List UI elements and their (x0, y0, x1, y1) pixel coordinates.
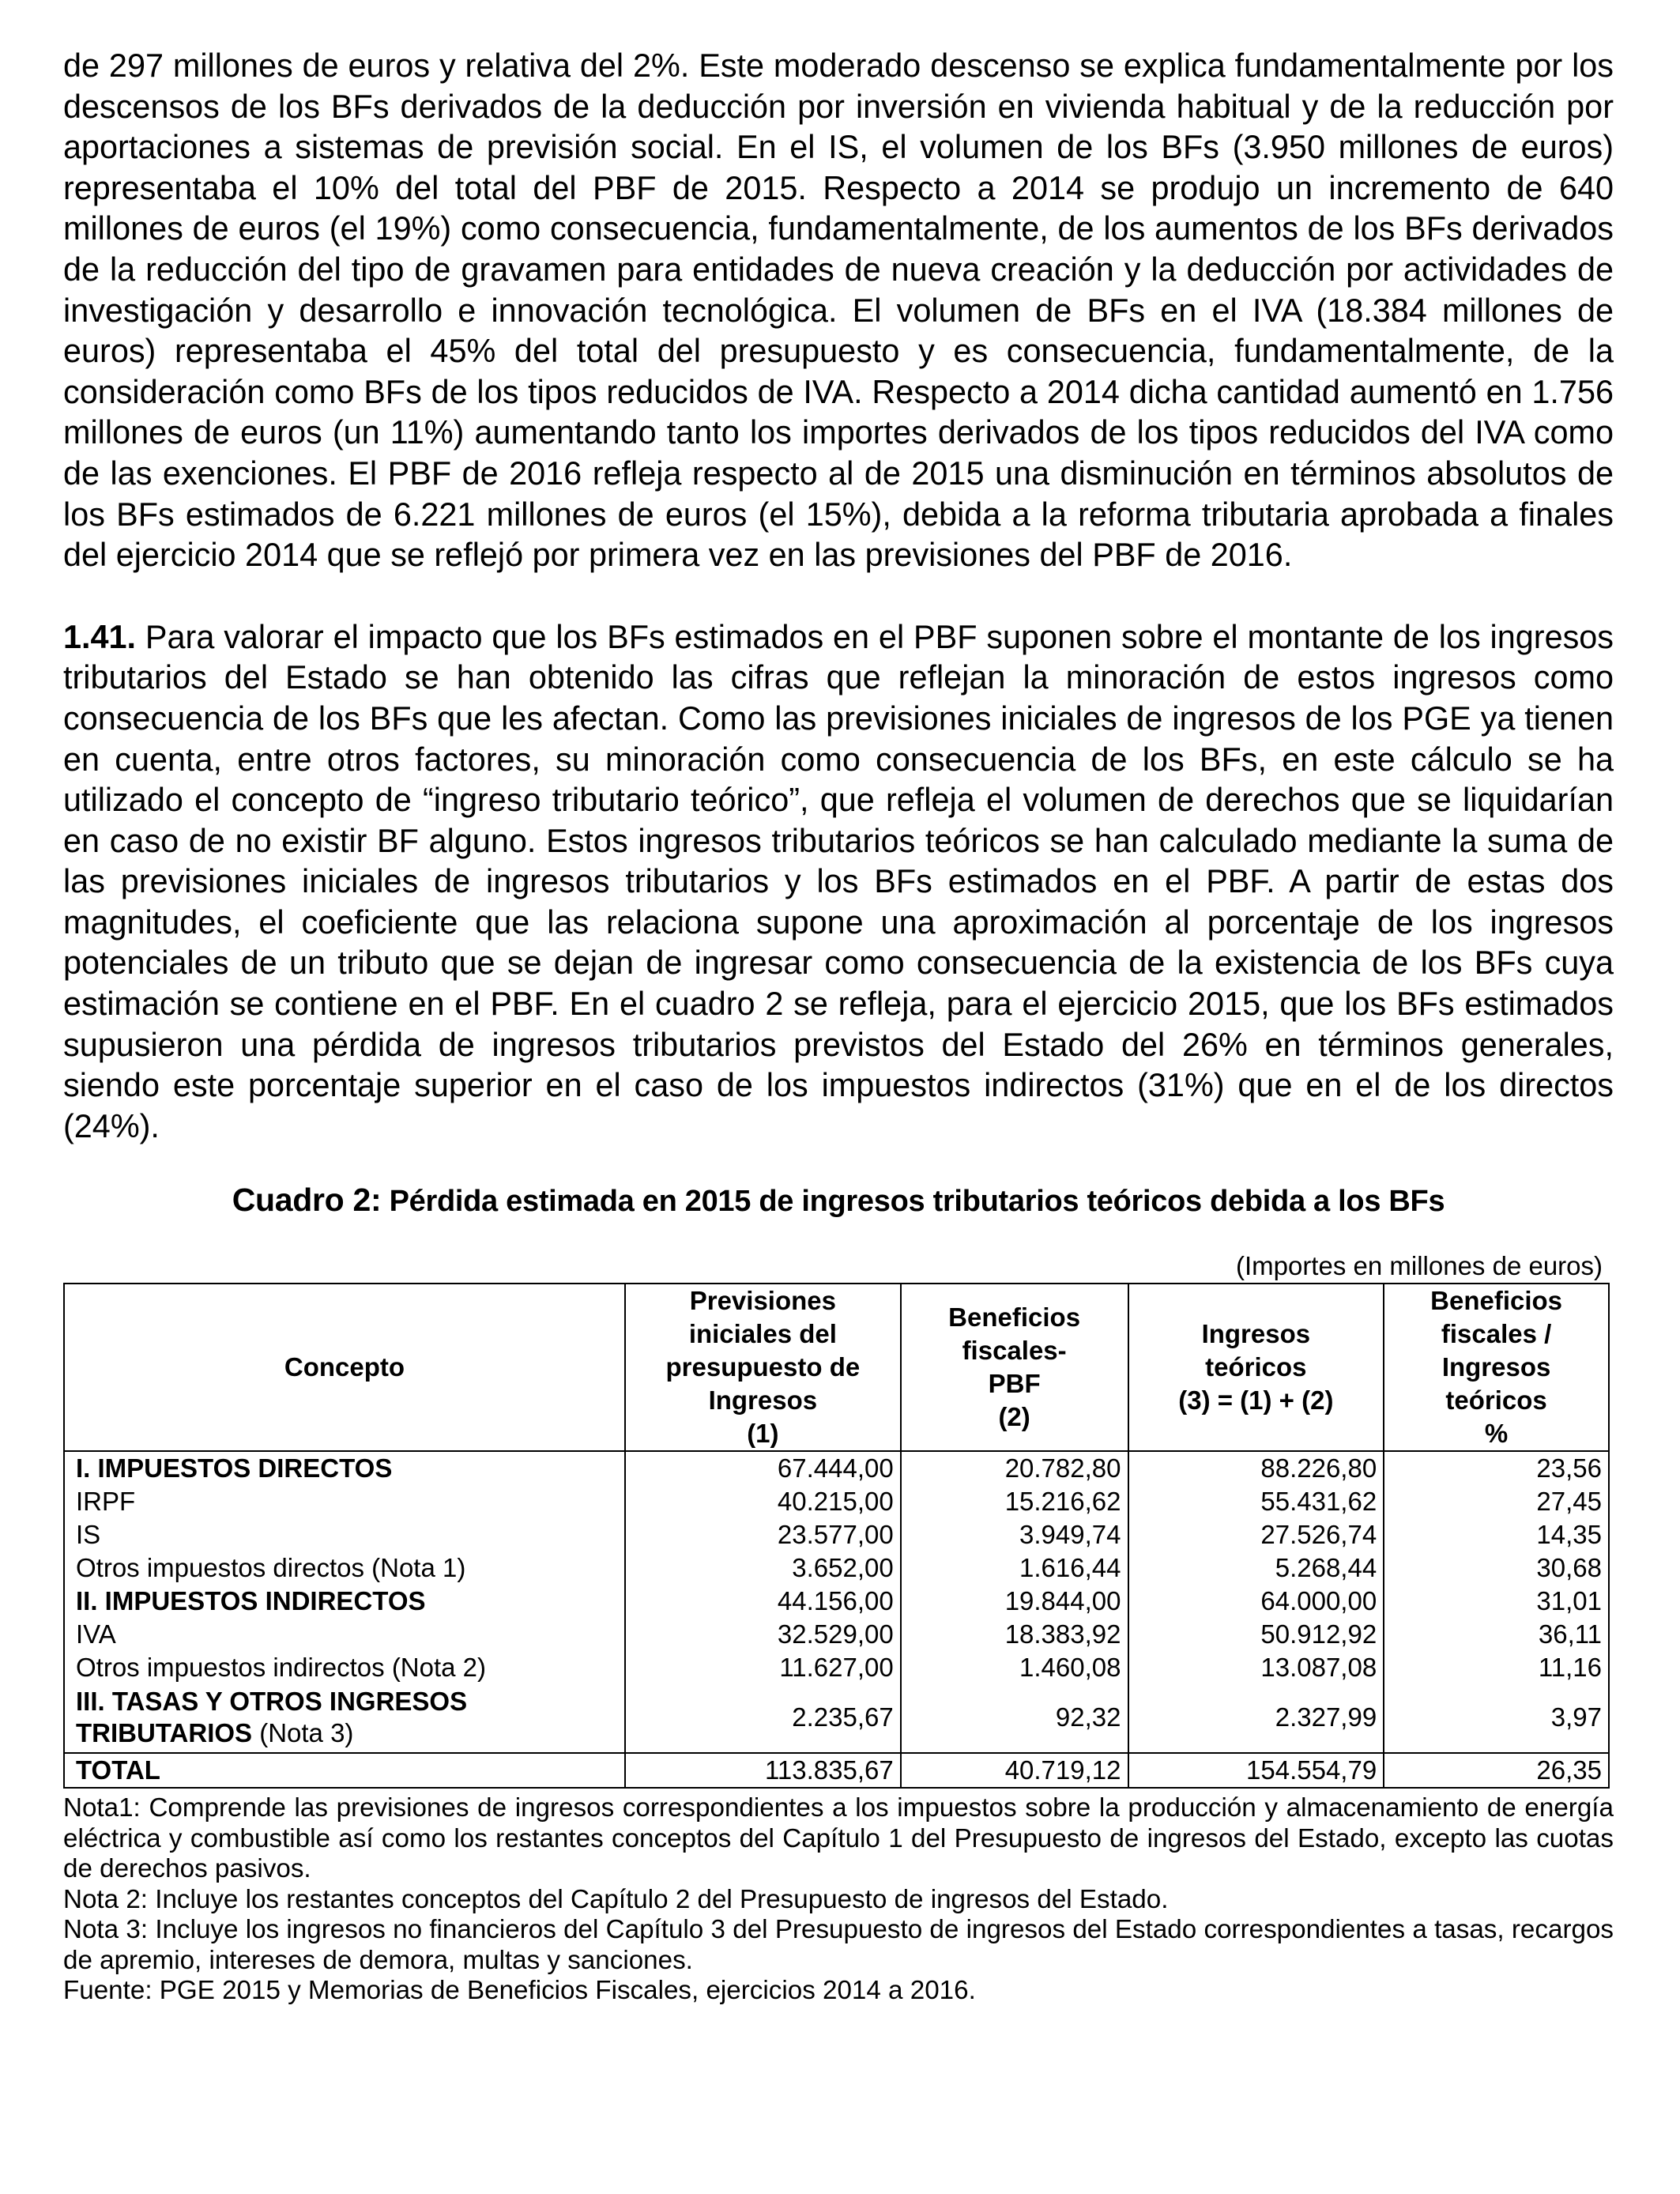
cell-ingresos: 154.554,79 (1128, 1753, 1384, 1788)
cell-concepto: Otros impuestos indirectos (Nota 2) (64, 1651, 625, 1684)
cell-concepto-text: III. TASAS Y OTROS INGRESOS TRIBUTARIOS (76, 1687, 468, 1748)
table-row (64, 1518, 1609, 1551)
cell-concepto: TOTAL (64, 1753, 625, 1788)
cell-ratio: 23,56 (1384, 1451, 1609, 1485)
table-row (64, 1651, 1609, 1684)
cell-beneficios: 1.616,44 (901, 1551, 1128, 1585)
table-row (64, 1684, 1609, 1753)
cell-previsiones: 32.529,00 (625, 1618, 901, 1651)
cell-concepto: IS (64, 1518, 625, 1551)
table-row (64, 1551, 1609, 1585)
cell-beneficios: 18.383,92 (901, 1618, 1128, 1651)
cell-beneficios: 1.460,08 (901, 1651, 1128, 1684)
data-table (63, 1283, 1610, 1789)
cell-previsiones: 11.627,00 (625, 1651, 901, 1684)
source-note: Fuente: PGE 2015 y Memorias de Beneficios Fiscales, ejercicios 2014 a 2016. (63, 1976, 976, 2006)
cell-concepto (64, 1684, 625, 1753)
cell-ratio: 27,45 (1384, 1485, 1609, 1518)
cell-ingresos: 13.087,08 (1128, 1651, 1384, 1684)
cell-beneficios: 20.782,80 (901, 1451, 1128, 1485)
cell-ratio: 11,16 (1384, 1651, 1609, 1684)
cell-ratio: 30,68 (1384, 1551, 1609, 1585)
paragraph-1-41 (63, 617, 1614, 1148)
cell-concepto: I. IMPUESTOS DIRECTOS (64, 1451, 625, 1485)
paragraph-number: 1.41. (63, 618, 137, 655)
table-total-row (64, 1753, 1609, 1788)
units-note: (Importes en millones de euros) (1235, 1251, 1603, 1281)
cell-ingresos: 27.526,74 (1128, 1518, 1384, 1551)
document-page (63, 46, 1614, 2007)
cell-beneficios: 3.949,74 (901, 1518, 1128, 1551)
cell-ratio: 3,97 (1384, 1684, 1609, 1753)
cell-beneficios: 15.216,62 (901, 1485, 1128, 1518)
note-2: Nota 2: Incluye los restantes conceptos del Capítulo 2 del Presupuesto de ingresos del Estado. (63, 1884, 1169, 1914)
table-title-text: Pérdida estimada en 2015 de ingresos tributarios teóricos debida a los BFs (389, 1185, 1445, 1219)
table-header-row (64, 1284, 1609, 1451)
table-row (64, 1585, 1609, 1618)
cell-previsiones: 23.577,00 (625, 1518, 901, 1551)
cell-ingresos: 64.000,00 (1128, 1585, 1384, 1618)
table-title-label: Cuadro 2: (232, 1182, 382, 1219)
table-notes (63, 1793, 1614, 2007)
table-row (64, 1485, 1609, 1518)
note-3: Nota 3: Incluye los ingresos no financieros del Capítulo 3 del Presupuesto de ingresos del Estado correspondientes a tasas, recargos de apremio, intereses de demora, multas y sanciones. (63, 1915, 1614, 1975)
paragraph-continued: de 297 millones de euros y relativa del 2%. Este moderado descenso se explica fundamentalmente por los descensos de los BFs derivados de la deducción por inversión en vivienda habitual y de la reducción por aportaciones a sistemas de previsión social. En el IS, el volumen de los BFs (3.950 millones de euros) representaba el 10% del total del PBF de 2015. Respecto a 2014 se produjo un incremento de 640 millones de euros (el 19%) como consecuencia, fundamentalmente, de los aumentos de los BFs derivados de la reducción del tipo de gravamen para entidades de nueva creación y la deducción por actividades de investigación y desarrollo e innovación tecnológica. El volumen de BFs en el IVA (18.384 millones de euros) representaba el 45% del total del presupuesto y es consecuencia, fundamentalmente, de la consideración como BFs de los tipos reducidos de IVA. Respecto a 2014 dicha cantidad aumentó en 1.756 millones de euros (un 11%) aumentando tanto los importes derivados de los tipos reducidos del IVA como de las exenciones. El PBF de 2016 refleja respecto al de 2015 una disminución en términos absolutos de los BFs estimados de 6.221 millones de euros (el 15%), debida a la reforma tributaria aprobada a finales del ejercicio 2014 que se reflejó por primera vez en las previsiones del PBF de 2016. (63, 47, 1614, 574)
table-title (63, 1182, 1614, 1220)
cell-ingresos: 50.912,92 (1128, 1618, 1384, 1651)
table-header (64, 1284, 1609, 1451)
cell-previsiones: 2.235,67 (625, 1684, 901, 1753)
cell-beneficios: 19.844,00 (901, 1585, 1128, 1618)
header-previsiones: Previsiones iniciales del presupuesto de Ingresos (1) (625, 1284, 901, 1451)
cell-previsiones: 44.156,00 (625, 1585, 901, 1618)
table-row (64, 1618, 1609, 1651)
cell-ratio: 14,35 (1384, 1518, 1609, 1551)
cell-ratio: 31,01 (1384, 1585, 1609, 1618)
header-ratio: Beneficios fiscales / Ingresos teóricos % (1384, 1284, 1609, 1451)
cell-previsiones: 113.835,67 (625, 1753, 901, 1788)
note-1: Nota1: Comprende las previsiones de ingresos correspondientes a los impuestos sobre la producción y almacenamiento de energía eléctrica y combustible así como los restantes conceptos del Capítulo 1 del Presupuesto de ingresos del Estado, excepto las cuotas de derechos pasivos. (63, 1793, 1614, 1884)
cell-ratio: 26,35 (1384, 1753, 1609, 1788)
cell-concepto: IVA (64, 1618, 625, 1651)
header-ingresos-teoricos: Ingresos teóricos (3) = (1) + (2) (1128, 1284, 1384, 1451)
cell-ratio: 36,11 (1384, 1618, 1609, 1651)
cell-concepto: IRPF (64, 1485, 625, 1518)
table-row (64, 1451, 1609, 1485)
cell-previsiones: 40.215,00 (625, 1485, 901, 1518)
cell-concepto-note: (Nota 3) (252, 1718, 354, 1748)
paragraph-text: Para valorar el impacto que los BFs estimados en el PBF suponen sobre el montante de los ingresos tributarios del Estado se han obtenido las cifras que reflejan la minoración de estos ingresos como consecuencia de los BFs que les afectan. Como las previsiones iniciales de ingresos de los PGE ya tienen en cuenta, entre otros factores, su minoración como consecuencia de los BFs, en este cálculo se ha utilizado el concepto de “ingreso tributario teórico”, que refleja el volumen de derechos que se liquidarían en caso de no existir BF alguno. Estos ingresos tributarios teóricos se han calculado mediante la suma de las previsiones iniciales de ingresos tributarios y los BFs estimados en el PBF. A partir de estas dos magnitudes, el coeficiente que las relaciona supone una aproximación al porcentaje de los ingresos potenciales de un tributo que se dejan de ingresar como consecuencia de la existencia de los BFs cuya estimación se contiene en el PBF. En el cuadro 2 se refleja, para el ejercicio 2015, que los BFs estimados supusieron una pérdida de ingresos tributarios previstos del Estado del 26% en términos generales, siendo este porcentaje superior en el caso de los impuestos indirectos (31%) que en el de los directos (24%). (63, 618, 1614, 1144)
cell-beneficios: 92,32 (901, 1684, 1128, 1753)
header-beneficios: Beneficios fiscales- PBF (2) (901, 1284, 1128, 1451)
cell-ingresos: 5.268,44 (1128, 1551, 1384, 1585)
cell-previsiones: 67.444,00 (625, 1451, 901, 1485)
header-concepto: Concepto (64, 1284, 625, 1451)
table-body (64, 1451, 1609, 1788)
cell-ingresos: 2.327,99 (1128, 1684, 1384, 1753)
cell-concepto: Otros impuestos directos (Nota 1) (64, 1551, 625, 1585)
cell-concepto: II. IMPUESTOS INDIRECTOS (64, 1585, 625, 1618)
cell-ingresos: 88.226,80 (1128, 1451, 1384, 1485)
cell-beneficios: 40.719,12 (901, 1753, 1128, 1788)
cell-ingresos: 55.431,62 (1128, 1485, 1384, 1518)
cell-previsiones: 3.652,00 (625, 1551, 901, 1585)
